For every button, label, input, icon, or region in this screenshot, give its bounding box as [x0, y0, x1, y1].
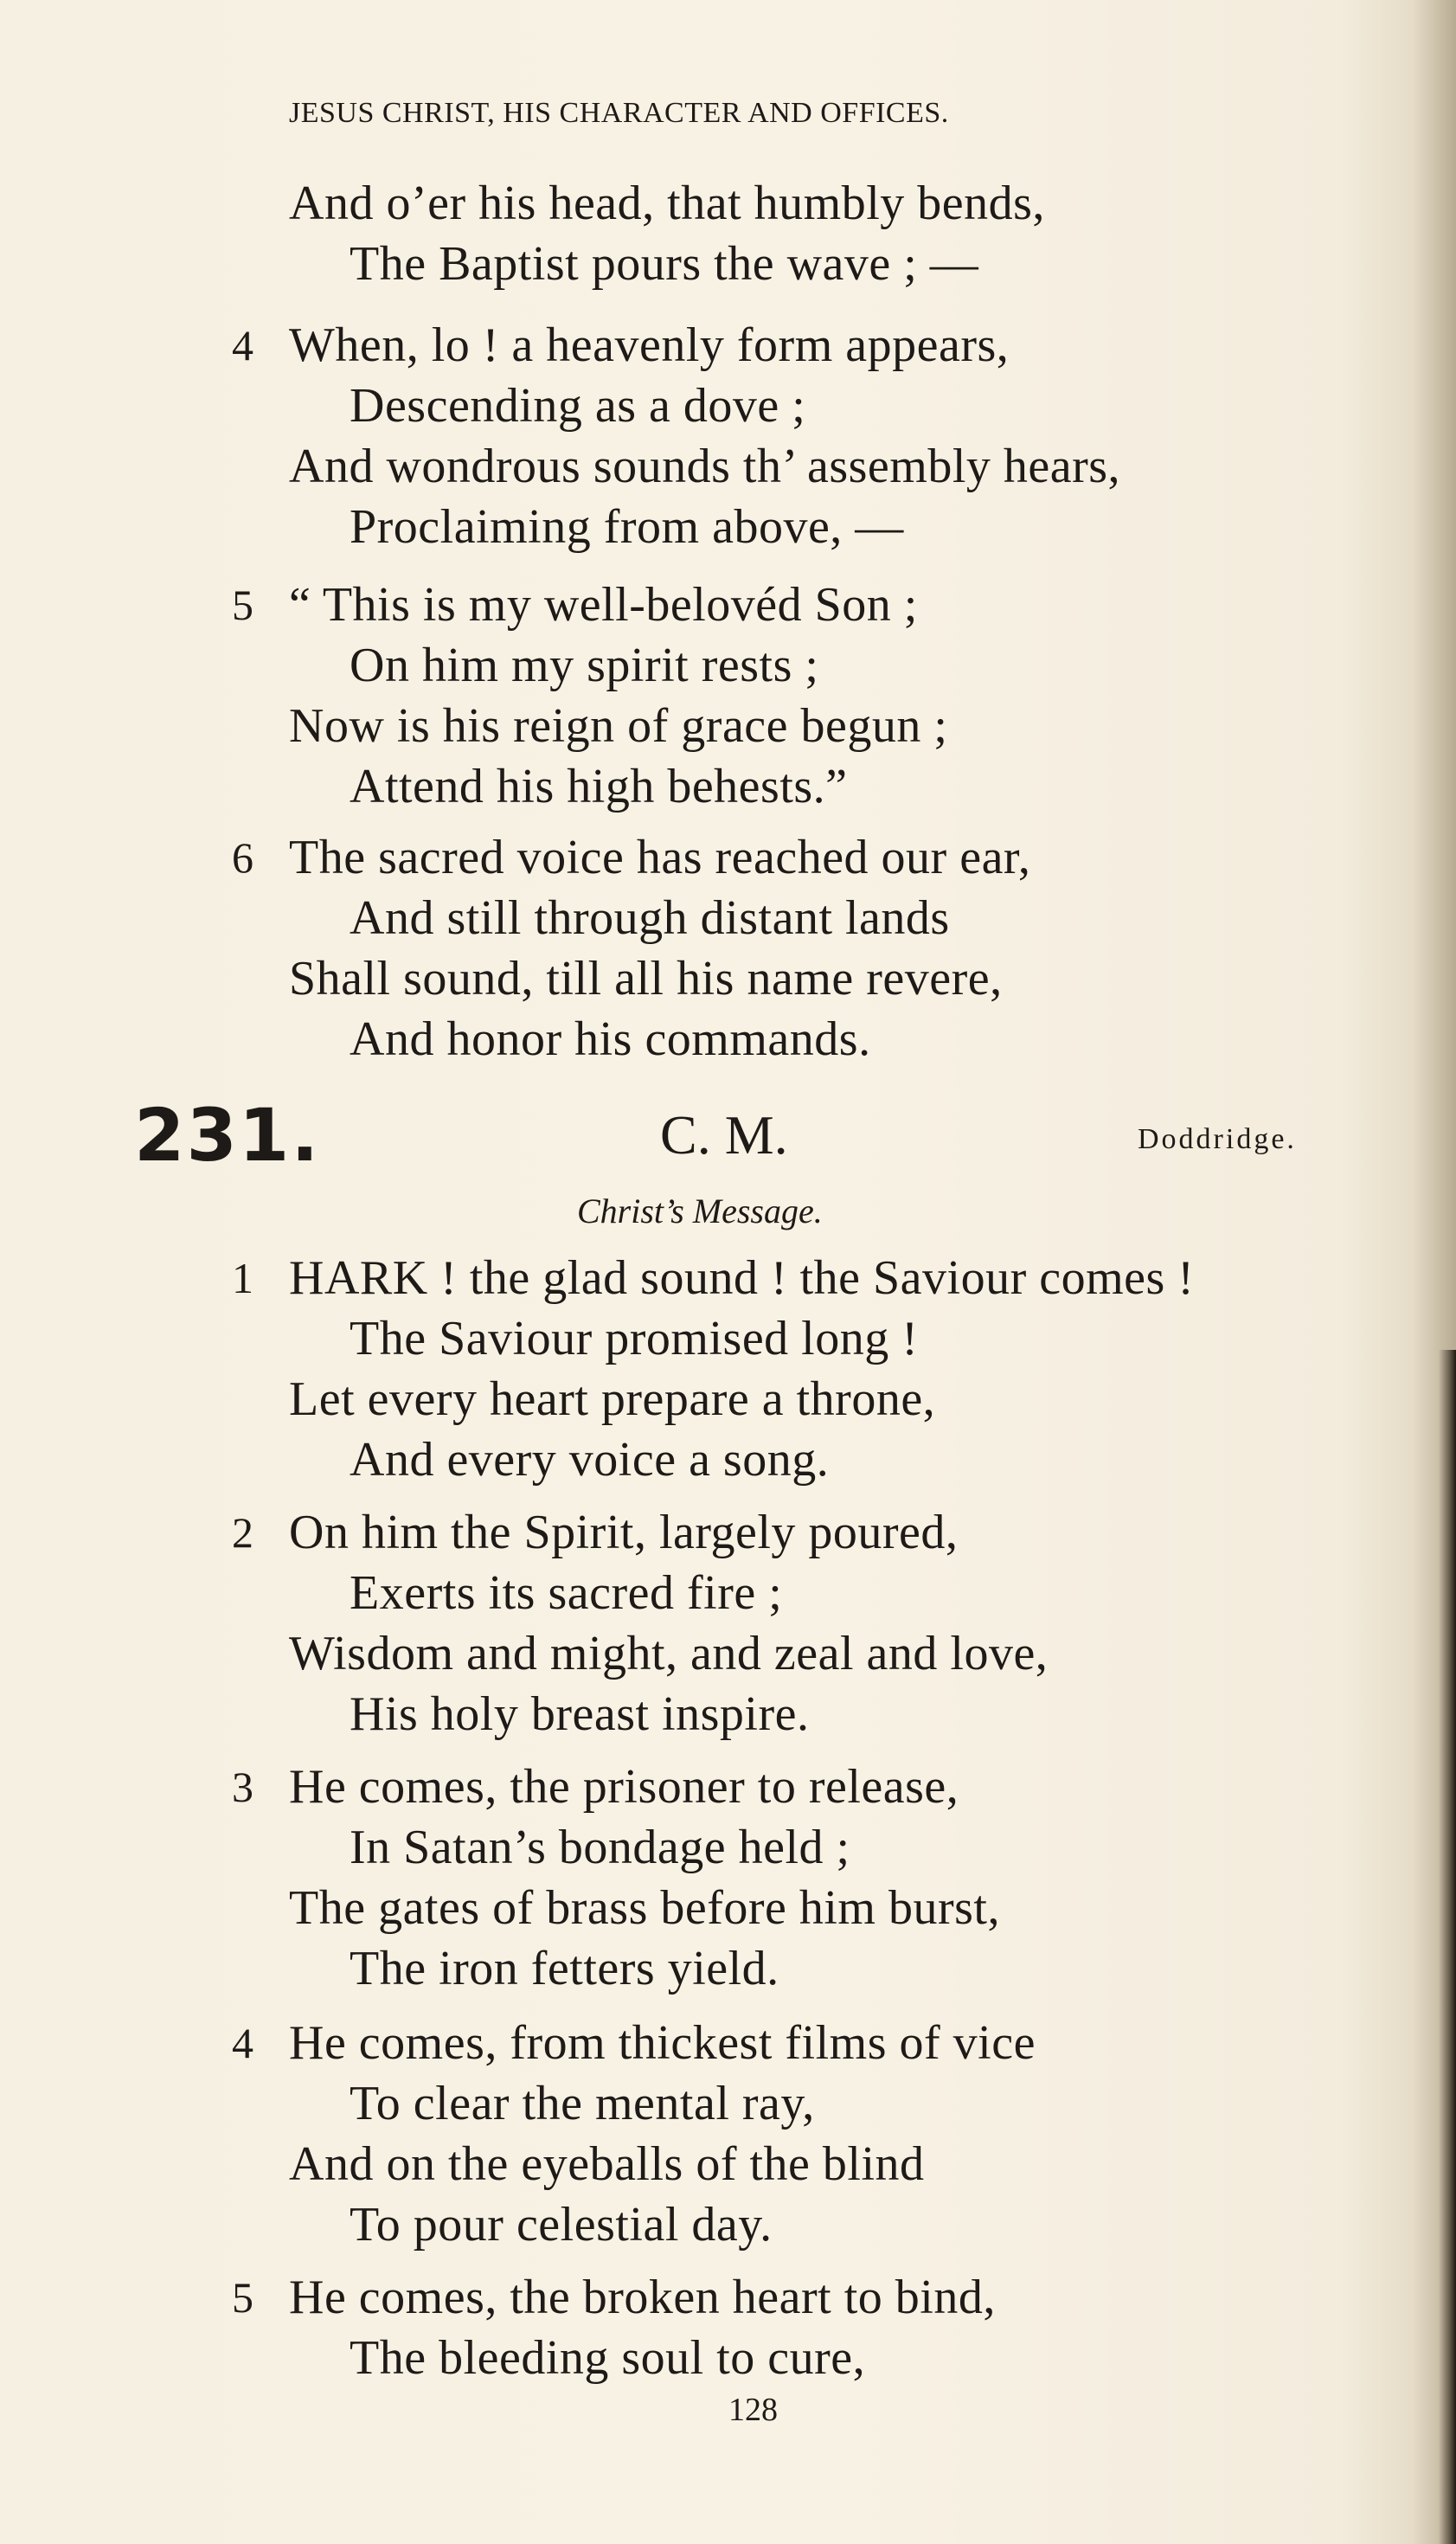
verse-line: Shall sound, till all his name revere,: [289, 952, 1003, 1005]
verse-line: And wondrous sounds th’ assembly hears,: [289, 440, 1121, 493]
verse-line: Wisdom and might, and zeal and love,: [289, 1627, 1049, 1680]
stanza-number: 6: [232, 833, 253, 882]
verse-line: To clear the mental ray,: [350, 2077, 815, 2130]
verse-line: He comes, the prisoner to release,: [289, 1760, 959, 1814]
verse-line: The gates of brass before him burst,: [289, 1881, 1000, 1935]
stanza-number: 2: [232, 1508, 253, 1557]
verse-line: To pour celestial day.: [350, 2198, 773, 2252]
stanza-number: 3: [232, 1763, 253, 1811]
hymn-meter: C. M.: [660, 1104, 788, 1166]
stanza-number: 1: [232, 1254, 253, 1302]
verse-line: Attend his high behests.”: [350, 760, 848, 813]
stanza-number: 4: [232, 2019, 253, 2067]
verse-line: Exerts its sacred fire ;: [350, 1566, 783, 1620]
verse-line: The iron fetters yield.: [350, 1942, 779, 1995]
verse-line: When, lo ! a heavenly form appears,: [289, 318, 1010, 372]
hymn-subtitle: Christ’s Message.: [577, 1192, 823, 1230]
verse-line: Now is his reign of grace begun ;: [289, 699, 948, 753]
stanza-number: 4: [232, 321, 253, 369]
verse-line: The Baptist pours the wave ; —: [350, 237, 979, 291]
verse-line: He comes, from thickest films of vice: [289, 2016, 1036, 2070]
verse-line: HARK ! the glad sound ! the Saviour comes !: [289, 1251, 1195, 1305]
verse-line: In Satan’s bondage held ;: [350, 1821, 850, 1874]
verse-line: On him my spirit rests ;: [350, 639, 819, 692]
verse-line: He comes, the broken heart to bind,: [289, 2271, 996, 2324]
verse-line: And o’er his head, that humbly bends,: [289, 177, 1045, 230]
verse-line: And on the eyeballs of the blind: [289, 2137, 925, 2191]
verse-line: Proclaiming from above, —: [350, 500, 904, 554]
hymn-number: 231.: [134, 1093, 321, 1178]
verse-line: “ This is my well-belovéd Son ;: [289, 578, 918, 632]
verse-line: The Saviour promised long !: [350, 1312, 919, 1365]
verse-line: And still through distant lands: [350, 891, 950, 945]
running-head: JESUS CHRIST, HIS CHARACTER AND OFFICES.: [289, 97, 949, 129]
verse-line: Let every heart prepare a throne,: [289, 1372, 936, 1426]
hymn-author: Doddridge.: [1138, 1123, 1297, 1155]
page-number: 128: [728, 2392, 778, 2428]
verse-line: And every voice a song.: [350, 1433, 830, 1487]
stanza-number: 5: [232, 2273, 253, 2322]
page-edge-shadow: [1439, 1350, 1456, 2544]
verse-line: On him the Spirit, largely poured,: [289, 1506, 959, 1559]
verse-line: The bleeding soul to cure,: [350, 2331, 866, 2385]
verse-line: The sacred voice has reached our ear,: [289, 831, 1031, 884]
verse-line: His holy breast inspire.: [350, 1687, 810, 1741]
verse-line: Descending as a dove ;: [350, 379, 806, 433]
stanza-number: 5: [232, 581, 253, 629]
verse-line: And honor his commands.: [350, 1012, 871, 1066]
